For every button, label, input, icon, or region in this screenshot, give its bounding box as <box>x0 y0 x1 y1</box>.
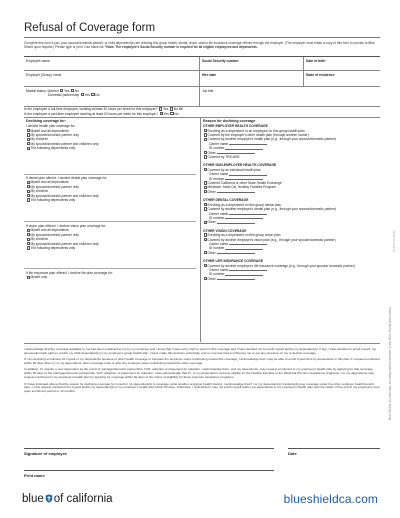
job-title-label: Job title <box>202 88 214 93</box>
shield-icon <box>45 494 53 503</box>
input-line[interactable] <box>229 268 267 271</box>
married-no-checkbox[interactable] <box>71 89 74 92</box>
form-code: C17677-W (9/16) <box>392 230 396 252</box>
input-line[interactable] <box>229 173 267 176</box>
option-label: Other <box>207 150 216 155</box>
grid-row-3 <box>24 87 380 107</box>
declaration-paragraph: If I am declining enrollment for myself or my dependents because of other health coverage or because the employer stops contributing toward this coverage, I acknowledge that I may be able to enroll myself and my dependents in this plan if I request enrollment within 60 days after my or my dependents' other coverage ends or after the employer stops contributing toward the other coverage. <box>24 357 380 366</box>
side-disclaimer: Blue Shield of California, an independent member of the Blue Shield Association <box>388 306 392 420</box>
other-health-heading: OTHER EMPLOYER HEALTH COVERAGE <box>203 124 268 129</box>
input-line[interactable] <box>225 247 263 250</box>
medical-option-5[interactable] <box>26 146 196 150</box>
declaration-text <box>24 348 380 397</box>
field-label: ID number <box>209 272 225 277</box>
other-dental-heading: OTHER DENTAL COVERAGE <box>203 198 249 203</box>
reason-other-5[interactable] <box>203 277 379 281</box>
reason-other-3[interactable] <box>203 220 379 224</box>
ssn-label: Social Security number <box>202 58 239 63</box>
hire-date-label: Hire date <box>202 72 217 77</box>
option-label: My spouse/domestic partner and child/ren only <box>30 141 99 146</box>
option-label: The following dependents only <box>30 198 76 203</box>
option-label: My child/ren <box>30 137 49 142</box>
grid-row-1 <box>24 57 380 71</box>
option-label: Myself and all dependents <box>30 180 69 185</box>
option-label: My spouse/domestic partner only <box>30 184 79 189</box>
reason-header: Reason for declining coverage <box>203 119 256 123</box>
domestic-no-label: No <box>95 92 100 97</box>
part-time-no-label: No <box>174 111 179 116</box>
vision-dependents-line[interactable] <box>24 268 196 269</box>
employer-group-field[interactable] <box>24 71 199 86</box>
job-title-field[interactable] <box>199 87 380 106</box>
option-label: Covered by another employer's health plan (e.g., through your spouse/domestic partner) <box>207 137 337 142</box>
field-label: ID number <box>209 146 225 151</box>
field-label: Carrier name <box>209 141 229 146</box>
title-divider <box>24 37 380 38</box>
full-time-yes-label: Yes <box>163 107 169 111</box>
column-divider <box>200 118 201 342</box>
part-time-question <box>24 112 179 116</box>
option-label: My child/ren <box>30 189 49 194</box>
employee-name-field[interactable] <box>24 57 199 70</box>
option-label: Covered by TRICARE <box>207 155 240 160</box>
option-label: Enrolling as a dependent on this group dental plan <box>207 202 281 207</box>
input-line[interactable] <box>217 277 255 280</box>
reason-other-4[interactable] <box>203 251 379 255</box>
hire-date-field[interactable] <box>199 71 303 86</box>
reason-other-2[interactable] <box>203 190 379 194</box>
vision-option-5[interactable] <box>26 246 196 250</box>
section-divider <box>24 117 380 118</box>
field-label: Carrier name <box>209 211 229 216</box>
full-time-no-label: No <box>173 107 179 111</box>
declining-coverage-section <box>26 119 196 151</box>
option-label: Covered by another employer's dental plan (e.g., through your spouse/domestic partner) <box>207 207 337 212</box>
reason-tricare[interactable] <box>203 155 379 159</box>
part-time-yes-label: Yes <box>163 111 169 116</box>
option-label: Other <box>207 276 216 281</box>
dental-decline-intro: If dental plan offered, I decline dental plan coverage for: <box>26 176 108 180</box>
input-line[interactable] <box>217 251 255 254</box>
employee-info-grid <box>24 56 380 106</box>
field-label: Carrier name <box>209 241 229 246</box>
residence-field[interactable] <box>303 71 380 86</box>
date-label: Date <box>288 451 297 456</box>
declaration-paragraph: I acknowledge that the coverage available to me has been explained to me by my employer and I know that I have every right to enroll in this coverage and I have decided not to enroll myself and/or my dependent(s). If any, I have decided to enroll myself, my spouse/domestic partner, and/or my child dependent(s) in my employer's group health plan, I have made this decision voluntarily, and no one has tried to influence me or put any pressure on me to decline coverage. <box>24 347 376 355</box>
option-label: Covered by another employer's life insurance coverage (e.g., through your spouse/ domestic partner) <box>207 263 355 268</box>
option-label: My spouse/domestic partner and child/ren only <box>30 193 99 198</box>
full-time-yes-checkbox[interactable] <box>159 107 162 110</box>
full-time-question-text: Is the employee a full-time employee, working at least 30 hours per week for this employer? <box>24 107 158 111</box>
intro-instructions: Complete this form if you, your spouse/domestic partner, or child dependent(s) are refusing this group health, dental, vision, and/or life insurance coverage offered through the employer. (The employer must retain a copy of this form to provide to Blue Shield upon request.) Please type or print. Use black ink. <box>24 41 375 49</box>
field-label: ID number <box>209 246 225 251</box>
marital-status-label: Marital status: <box>26 88 47 93</box>
option-label: Other <box>207 189 216 194</box>
brand-logo <box>22 493 113 505</box>
input-line[interactable] <box>225 177 263 180</box>
medical-dependents-line[interactable] <box>24 174 196 175</box>
option-label: My spouse/domestic partner and child/ren only <box>30 241 99 246</box>
vision-decline-section <box>26 224 196 250</box>
dental-dependents-line[interactable] <box>24 221 196 222</box>
input-line[interactable] <box>229 142 267 145</box>
domestic-yes-checkbox[interactable] <box>81 93 84 96</box>
non-employer-heading: OTHER NON-EMPLOYER HEALTH COVERAGE <box>203 163 277 168</box>
other-life-heading: OTHER LIFE INSURANCE COVERAGE <box>203 259 263 264</box>
option-label: Covered by an individual health plan <box>207 167 261 172</box>
married-yes-checkbox[interactable] <box>60 89 63 92</box>
option-label: Medicare, Medi-Cal, Healthy Families Program <box>207 185 276 190</box>
declaration-paragraph: If I have indicated above that the reason for declining coverage for myself or my dependent(s) is coverage under another employer health plan(s), I acknowledge that if I or my dependent(s) involuntarily lose coverage under the other employer health benefit plan, I must request enrollment for myself and/or my dependent(s) in my employer's health plan within 60 days. Otherwise, I understand I may not enroll myself and/or my dependents in my employer's health plan until the earlier of the end of my employer's next open enrollment period or 12 months. <box>24 381 380 394</box>
website-url[interactable]: blueshieldca.com <box>283 492 378 506</box>
option-label: Enrolling as a dependent on this group vision plan <box>207 233 281 238</box>
option-label: My spouse/domestic partner only <box>30 232 79 237</box>
signature-label: Signature of employee <box>24 451 67 456</box>
page-title: Refusal of Coverage form <box>24 22 156 34</box>
intro-text <box>24 41 380 49</box>
or-label: Or <box>178 107 183 111</box>
input-line[interactable] <box>225 216 263 219</box>
life-decline-intro: If life insurance plan offered, I decline life plan coverage for: <box>26 271 113 275</box>
field-label: ID number <box>209 215 225 220</box>
dental-decline-section <box>26 176 196 202</box>
option-label: Covered California or other State Health Exchange <box>207 181 282 186</box>
domestic-yes-label: Yes <box>84 92 90 97</box>
reason-section <box>203 119 379 281</box>
employee-name-label: Employee name <box>26 58 50 63</box>
life-option-1[interactable] <box>26 275 196 279</box>
option-label: Enrolling as a dependent or an employee on this group health plan <box>207 128 305 133</box>
dob-label: Date of birth <box>306 58 326 63</box>
input-line[interactable] <box>225 273 263 276</box>
marital-status-field <box>24 87 199 106</box>
declining-header: Declining coverage for: <box>26 119 66 123</box>
domestic-label: Domestic partnership <box>48 92 80 97</box>
option-label: Myself and all dependents <box>30 228 69 233</box>
field-label: ID number <box>209 176 225 181</box>
input-line[interactable] <box>229 242 267 245</box>
input-line[interactable] <box>229 212 267 215</box>
other-vision-heading: OTHER VISION COVERAGE <box>203 228 247 233</box>
signature-line[interactable] <box>24 448 274 449</box>
vision-decline-intro: If vision plan offered, I decline vision plan coverage for: <box>26 224 107 228</box>
field-label: Carrier name <box>209 267 229 272</box>
full-time-no-checkbox[interactable] <box>170 107 173 110</box>
field-label: Carrier name <box>209 172 229 177</box>
option-label: Myself and all dependents <box>30 128 69 133</box>
option-label: Myself only <box>30 275 47 280</box>
ssn-field[interactable] <box>199 57 303 70</box>
input-line[interactable] <box>217 151 255 154</box>
part-time-question-text: Is the employee a part-time employee working at least 20 hours per week for this employer? <box>24 111 159 116</box>
input-line[interactable] <box>217 221 255 224</box>
option-label: Other <box>207 250 216 255</box>
employer-group-label: Employer (Group) name <box>26 72 62 77</box>
brand-word-california: of california <box>53 493 113 505</box>
grid-row-2 <box>24 71 380 87</box>
print-name-label: Print name <box>24 473 45 478</box>
part-time-yes-checkbox[interactable] <box>160 112 163 115</box>
print-name-line[interactable] <box>24 470 274 471</box>
married-no-label: No <box>74 88 80 93</box>
dental-option-5[interactable] <box>26 198 196 202</box>
married-yes-label: Yes <box>64 88 70 93</box>
intro-ssn-note: *Note: The employee's Social Security number is required for all eligible employees and dependents. <box>105 45 258 49</box>
option-label: Other <box>207 220 216 225</box>
medical-decline-intro: I decline health plan coverage for: <box>26 124 76 129</box>
married-label: Married <box>47 88 59 93</box>
option-label: The following dependents only <box>30 246 76 251</box>
life-decline-section <box>26 271 196 280</box>
option-label: The following dependents only <box>30 146 76 151</box>
declaration-divider <box>24 343 380 344</box>
declaration-paragraph: In addition, if I acquire a new dependent as the result of marriage/domestic partnership, birth, adoption or placement for adoption, I acknowledge that I, and my dependents, may request enrollment in my employer's health plan by applying for that coverage within 60 days of the marriage/domestic partnership, birth, adoption, or placement for adoption. I also acknowledge that if I, or my dependents, become eligible for the Healthy Families or the Medi-Cal Premium Assistance programs, I or my dependents may request enrollment in my employer's health plan by applying for coverage within 60 days of the notice of eligibility for these premium assistance programs. <box>24 367 374 380</box>
input-line[interactable] <box>225 147 263 150</box>
dob-field[interactable] <box>303 57 380 70</box>
input-line[interactable] <box>217 190 255 193</box>
option-label: My child/ren <box>30 237 49 242</box>
residence-label: State of residence <box>306 72 335 77</box>
brand-word-blue: blue <box>22 493 44 505</box>
option-label: Covered by another employer's vision plan (e.g., through your spouse/domestic partner) <box>207 237 336 242</box>
option-label: My spouse/domestic partner only <box>30 133 79 138</box>
date-line[interactable] <box>288 448 380 449</box>
option-label: Covered by the employer's other health plan (through another carrier) <box>207 133 309 138</box>
